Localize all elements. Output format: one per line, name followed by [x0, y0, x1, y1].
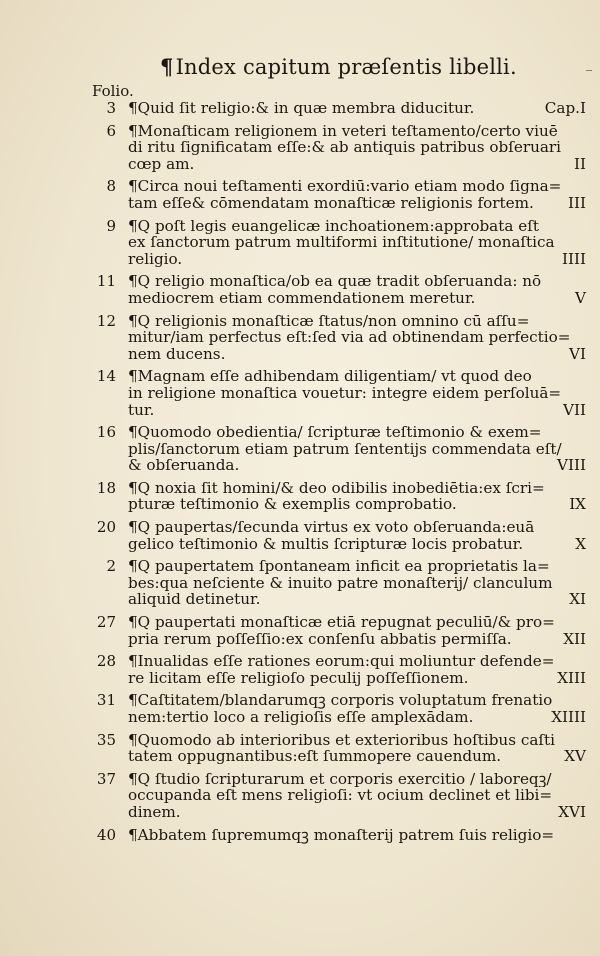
page-title: Index capitum præſentis libelli.	[175, 55, 517, 79]
chapter-number: XII	[563, 629, 586, 648]
entry-text-line: ¶Caſtitatem/blandarumqꝫ corporis voluptatum frenatio	[128, 692, 553, 709]
entry-text-line: pturæ teſtimonio & exemplis comprobatio.	[128, 495, 457, 514]
pilcrow-mark: ¶	[160, 54, 174, 79]
index-entry	[86, 178, 586, 211]
chapter-number: V	[575, 288, 586, 307]
chapter-index-list	[86, 100, 586, 849]
entry-text-line: bes:qua neſciente & inuito patre monaſterij/ clanculum	[128, 574, 553, 592]
entry-last-line	[128, 100, 586, 117]
index-entry	[86, 273, 586, 306]
index-entry	[86, 519, 586, 552]
entry-text-line: ¶Inualidas eſſe rationes eorum:qui moliuntur defende=	[128, 653, 555, 670]
entry-text-line: ¶Magnam eſſe adhibendam diligentiam/ vt quod deo	[128, 368, 532, 385]
entry-text-line: dinem.	[128, 802, 181, 821]
index-entry	[86, 218, 586, 268]
entry-text-line: gelico teſtimonio & multis ſcripturæ locis probatur.	[128, 534, 524, 553]
chapter-number	[576, 827, 586, 844]
folio-number: 9	[106, 216, 116, 235]
entry-text-line: ¶Q paupertatem ſpontaneam inficit ea proprietatis la=	[128, 558, 550, 575]
entry-last-line	[128, 631, 586, 648]
entry-text-line: di ritu ſignificatam eſſe:& ab antiquis patribus obſeruari	[128, 139, 562, 156]
entry-last-line	[128, 536, 586, 553]
folio-number: 3	[106, 99, 116, 117]
folio-number: 28	[96, 652, 116, 671]
chapter-number: XIIII	[551, 708, 586, 726]
entry-last-line	[128, 195, 586, 212]
entry-text-line: ¶Q paupertati monaſticæ etiā repugnat peculiū/& pro=	[128, 614, 555, 631]
folio-number: 27	[96, 613, 116, 632]
entry-text-line: pria rerum poſſeſſio:ex conſenſu abbatis permiſſa.	[128, 629, 512, 648]
entry-text-line: nem:tertio loco a religioſis eſſe amplexādam.	[128, 708, 474, 726]
index-entry	[86, 771, 586, 821]
chapter-number: X	[575, 534, 586, 553]
folio-number: 18	[96, 478, 116, 497]
entry-text-line: in religione monaſtica vouetur: integre eidem perſoluā=	[128, 384, 562, 402]
entry-text-line: ex ſanctorum patrum multiformi inſtitutione/ monaſtica	[128, 234, 555, 251]
index-entry	[86, 480, 586, 513]
folio-number: 2	[106, 557, 116, 576]
chapter-number: VII	[563, 400, 586, 419]
chapter-number: III	[568, 193, 586, 212]
entry-text-line: ¶Monaſticam religionem in veteri teſtamento/certo viuē	[128, 122, 558, 140]
entry-text-line: ¶Q religionis monaſticæ ſtatus/non omnino cū aſſu=	[128, 312, 530, 330]
entry-last-line	[128, 156, 586, 173]
entry-last-line	[128, 827, 586, 844]
entry-last-line	[128, 804, 586, 821]
index-entry	[86, 732, 586, 765]
folio-number: 14	[96, 367, 116, 386]
index-entry	[86, 827, 586, 844]
entry-text-line: religio.	[128, 249, 183, 268]
index-entry	[86, 614, 586, 647]
folio-number: 35	[96, 730, 116, 749]
folio-number: 6	[106, 121, 116, 140]
entry-text-line: ¶Q religio monaſtica/ob ea quæ tradit obſeruanda: nō	[128, 273, 542, 290]
entry-text-line: mediocrem etiam commendationem meretur.	[128, 288, 476, 307]
entry-text-line: & obſeruanda.	[128, 456, 240, 475]
folio-number: 31	[96, 691, 116, 710]
entry-text-line: cœp am.	[128, 154, 195, 173]
folio-number: 20	[96, 518, 116, 537]
entry-text-line: ¶Q noxia ſit homini/& deo odibilis inobediētia:ex ſcri=	[128, 479, 545, 497]
entry-text-line: ¶Quomodo ab interioribus et exterioribus hoſtibus caſti	[128, 731, 555, 749]
entry-text-line: ¶Quomodo obedientia/ ſcripturæ teſtimonio & exem=	[128, 424, 542, 441]
entry-text-line: ¶Q poſt legis euangelicæ inchoationem:approbata eſt	[128, 217, 539, 235]
chapter-number: XVI	[558, 802, 586, 821]
page-corner-mark	[586, 70, 592, 75]
chapter-number: XV	[564, 747, 586, 766]
chapter-number: VI	[569, 344, 586, 363]
entry-text-line: occupanda eſt mens religioſi: vt ocium declinet et libi=	[128, 787, 553, 804]
entry-text-line: mitur/iam perfectus eſt:ſed via ad obtinendam perfectio=	[128, 329, 571, 346]
index-entry	[86, 424, 586, 474]
entry-text-line: tatem oppugnantibus:eſt ſummopere cauendum.	[128, 747, 502, 766]
chapter-number: II	[574, 154, 586, 173]
entry-text-line: ¶Q paupertas/ſecunda virtus ex voto obſeruanda:euā	[128, 519, 535, 536]
index-entry	[86, 653, 586, 686]
entry-last-line	[128, 346, 586, 363]
entry-last-line	[128, 496, 586, 513]
entry-last-line	[128, 591, 586, 608]
index-entry	[86, 313, 586, 363]
entry-text-line: ¶Q ſtudio ſcripturarum et corporis exercitio / laboreqꝫ/	[128, 770, 552, 788]
entry-text-line: tam eſſe& cōmendatam monaſticæ religionis fortem.	[128, 193, 534, 212]
entry-last-line	[128, 251, 586, 268]
folio-number: 16	[96, 423, 116, 442]
folio-number: 11	[96, 272, 116, 291]
entry-last-line	[128, 670, 586, 687]
folio-number: 37	[96, 769, 116, 788]
folio-label: Folio.	[92, 82, 134, 100]
entry-text-line: ¶Abbatem ſupremumqꝫ monaſterij patrem ſuis religio=	[128, 825, 555, 844]
entry-last-line	[128, 290, 586, 307]
chapter-number: IIII	[562, 249, 586, 268]
index-entry	[86, 558, 586, 608]
entry-text-line: plis/ſanctorum etiam patrum ſententijs commendata eſt/	[128, 440, 562, 458]
entry-last-line	[128, 402, 586, 419]
entry-text-line: ¶Quid ſit religio:& in quæ membra diducitur.	[128, 99, 475, 117]
entry-last-line	[128, 457, 586, 474]
chapter-number: VIII	[557, 456, 586, 475]
index-entry	[86, 100, 586, 117]
entry-last-line	[128, 748, 586, 765]
chapter-number: XIII	[557, 668, 586, 687]
entry-text-line: re licitam eſſe religioſo peculij poſſeſſionem.	[128, 668, 469, 687]
entry-last-line	[128, 709, 586, 726]
page-header	[160, 54, 517, 79]
folio-number: 40	[96, 825, 116, 844]
entry-text-line: ¶Circa noui teſtamenti exordiū:vario etiam modo ſigna=	[128, 178, 562, 195]
entry-text-line: aliquid detinetur.	[128, 590, 261, 609]
entry-text-line: tur.	[128, 400, 155, 419]
folio-number: 8	[106, 177, 116, 196]
index-entry	[86, 368, 586, 418]
folio-number: 12	[96, 311, 116, 330]
index-entry	[86, 123, 586, 173]
index-entry	[86, 692, 586, 725]
chapter-number: XI	[569, 590, 586, 609]
chapter-number: IX	[569, 495, 586, 514]
chapter-number: Cap.I	[544, 99, 586, 117]
entry-text-line: nem ducens.	[128, 344, 226, 363]
